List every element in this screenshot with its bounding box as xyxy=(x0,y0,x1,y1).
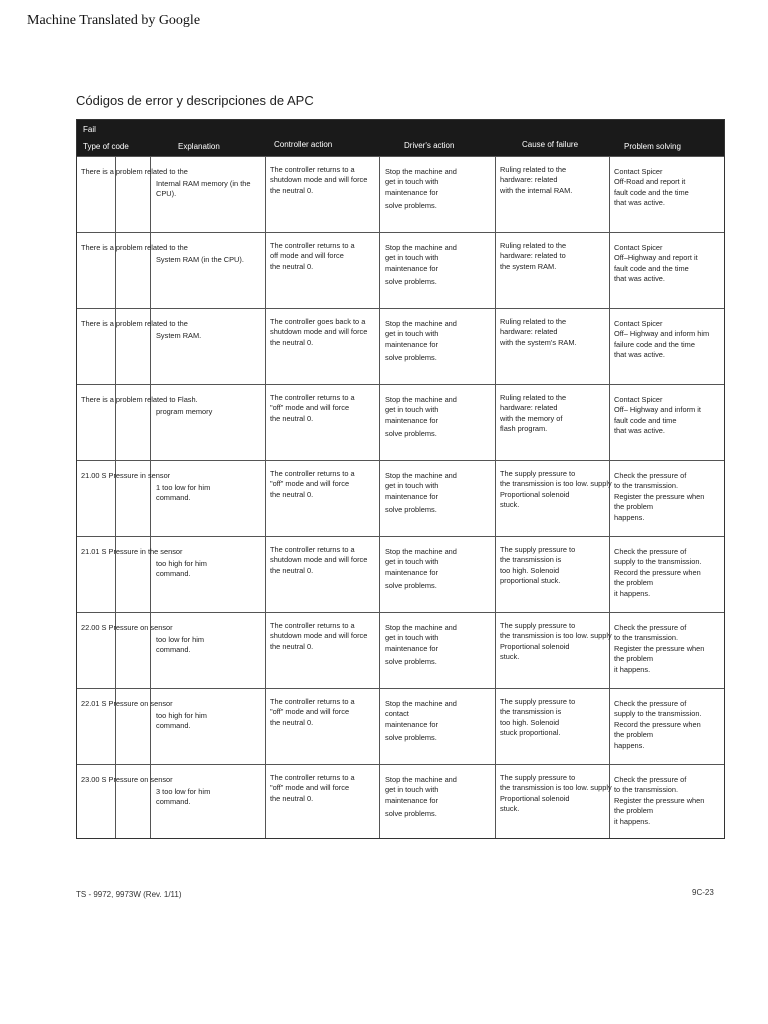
header-problem-solving: Problem solving xyxy=(624,142,681,151)
row-driver-action-end: solve problems. xyxy=(385,657,437,666)
row-explanation: too high for him command. xyxy=(156,559,207,579)
table-row xyxy=(77,688,724,764)
document-code: TS - 9972, 9973W (Rev. 1/11) xyxy=(76,890,182,899)
error-codes-table xyxy=(76,119,725,839)
row-controller-action: The controller returns to a "off" mode and will force the neutral 0. xyxy=(270,697,355,727)
row-controller-action: The controller returns to a shutdown mode and will force the neutral 0. xyxy=(270,165,368,195)
table-row xyxy=(77,764,724,840)
row-controller-action: The controller returns to a off mode and will force the neutral 0. xyxy=(270,241,355,271)
row-driver-action-end: solve problems. xyxy=(385,201,437,210)
header-type-of-code: Type of code xyxy=(83,142,129,151)
row-explanation-lead: There is a problem related to the xyxy=(81,319,188,328)
row-driver-action-end: solve problems. xyxy=(385,353,437,362)
row-controller-action: The controller returns to a shutdown mode and will force the neutral 0. xyxy=(270,545,368,575)
row-driver-action: Stop the machine and contact maintenance for xyxy=(385,699,457,729)
header-explanation: Explanation xyxy=(178,142,220,151)
row-driver-action: Stop the machine and get in touch with maintenance for xyxy=(385,775,457,805)
row-cause-of-failure: The supply pressure to the transmission is too high. Solenoid proportional stuck. xyxy=(500,545,576,586)
row-driver-action: Stop the machine and get in touch with maintenance for xyxy=(385,319,457,349)
row-explanation: 3 too low for him command. xyxy=(156,787,211,807)
row-cause-of-failure: Ruling related to the hardware: related with the system's RAM. xyxy=(500,317,577,347)
table-row xyxy=(77,536,724,612)
row-controller-action: The controller returns to a "off" mode and will force the neutral 0. xyxy=(270,469,355,499)
table-row xyxy=(77,612,724,688)
row-explanation-lead: 23.00 S Pressure on sensor xyxy=(81,775,173,784)
row-driver-action-end: solve problems. xyxy=(385,429,437,438)
row-explanation: 1 too low for him command. xyxy=(156,483,211,503)
row-driver-action: Stop the machine and get in touch with maintenance for xyxy=(385,243,457,273)
row-driver-action-end: solve problems. xyxy=(385,733,437,742)
row-explanation: System RAM. xyxy=(156,331,202,340)
row-cause-of-failure: The supply pressure to the transmission is too high. Solenoid stuck proportional. xyxy=(500,697,576,738)
row-driver-action: Stop the machine and get in touch with maintenance for xyxy=(385,395,457,425)
table-header xyxy=(77,120,724,156)
header-fail: Fail xyxy=(83,125,96,134)
row-explanation-lead: 22.01 S Pressure on sensor xyxy=(81,699,173,708)
row-problem-solving: Check the pressure of supply to the transmission. Record the pressure when the problem happens. xyxy=(614,699,702,750)
header-drivers-action: Driver's action xyxy=(404,141,455,150)
row-controller-action: The controller goes back to a shutdown mode and will force the neutral 0. xyxy=(270,317,368,347)
row-driver-action-end: solve problems. xyxy=(385,505,437,514)
row-driver-action: Stop the machine and get in touch with maintenance for xyxy=(385,167,457,197)
row-problem-solving: Check the pressure of supply to the transmission. Record the pressure when the problem it happens. xyxy=(614,547,702,598)
table-row xyxy=(77,460,724,536)
row-cause-of-failure: Ruling related to the hardware: related with the memory of flash program. xyxy=(500,393,567,434)
row-explanation-lead: 21.00 S Pressure in sensor xyxy=(81,471,171,480)
row-problem-solving: Contact Spicer Off–Highway and report it fault code and the time that was active. xyxy=(614,243,698,284)
header-controller-action: Controller action xyxy=(274,140,333,149)
row-cause-of-failure: Ruling related to the hardware: related to the system RAM. xyxy=(500,241,567,271)
row-controller-action: The controller returns to a shutdown mode and will force the neutral 0. xyxy=(270,621,368,651)
document-title: Códigos de error y descripciones de APC xyxy=(76,93,314,108)
table-row xyxy=(77,232,724,308)
machine-translated-banner: Machine Translated by Google xyxy=(27,13,201,28)
row-explanation-lead: 22.00 S Pressure on sensor xyxy=(81,623,173,632)
row-explanation-lead: There is a problem related to Flash. xyxy=(81,395,198,404)
row-explanation: too low for him command. xyxy=(156,635,205,655)
row-driver-action-end: solve problems. xyxy=(385,581,437,590)
row-explanation: System RAM (in the CPU). xyxy=(156,255,244,264)
row-explanation: Internal RAM memory (in the CPU). xyxy=(156,179,251,199)
table-row xyxy=(77,156,724,232)
row-cause-of-failure: The supply pressure to the transmission is too low. supply Proportional solenoid stuck. xyxy=(500,773,612,814)
row-explanation-lead: 21.01 S Pressure in the sensor xyxy=(81,547,183,556)
row-problem-solving: Contact Spicer Off-Road and report it fault code and the time that was active. xyxy=(614,167,689,208)
header-cause-of-failure: Cause of failure xyxy=(522,140,579,149)
row-cause-of-failure: The supply pressure to the transmission is too low. supply Proportional solenoid stuck. xyxy=(500,621,612,662)
row-driver-action: Stop the machine and get in touch with maintenance for xyxy=(385,547,457,577)
row-problem-solving: Check the pressure of to the transmission. Register the pressure when the problem it happens. xyxy=(614,775,705,826)
row-problem-solving: Contact Spicer Off– Highway and inform him failure code and the time that was active. xyxy=(614,319,710,360)
row-driver-action-end: solve problems. xyxy=(385,809,437,818)
row-explanation-lead: There is a problem related to the xyxy=(81,243,188,252)
row-explanation: program memory xyxy=(156,407,213,416)
row-driver-action: Stop the machine and get in touch with maintenance for xyxy=(385,623,457,653)
row-cause-of-failure: Ruling related to the hardware: related with the internal RAM. xyxy=(500,165,573,195)
row-explanation: too high for him command. xyxy=(156,711,207,731)
row-problem-solving: Check the pressure of to the transmission. Register the pressure when the problem it happens. xyxy=(614,623,705,674)
row-driver-action-end: solve problems. xyxy=(385,277,437,286)
row-problem-solving: Check the pressure of to the transmission. Register the pressure when the problem happens. xyxy=(614,471,705,522)
table-row xyxy=(77,384,724,460)
row-driver-action: Stop the machine and get in touch with maintenance for xyxy=(385,471,457,501)
row-explanation-lead: There is a problem related to the xyxy=(81,167,188,176)
row-controller-action: The controller returns to a "off" mode and will force the neutral 0. xyxy=(270,773,355,803)
page-number: 9C-23 xyxy=(692,888,714,897)
row-cause-of-failure: The supply pressure to the transmission is too low. supply Proportional solenoid stuck. xyxy=(500,469,612,510)
row-controller-action: The controller returns to a "off" mode and will force the neutral 0. xyxy=(270,393,355,423)
table-row xyxy=(77,308,724,384)
row-problem-solving: Contact Spicer Off– Highway and inform it fault code and time that was active. xyxy=(614,395,701,436)
